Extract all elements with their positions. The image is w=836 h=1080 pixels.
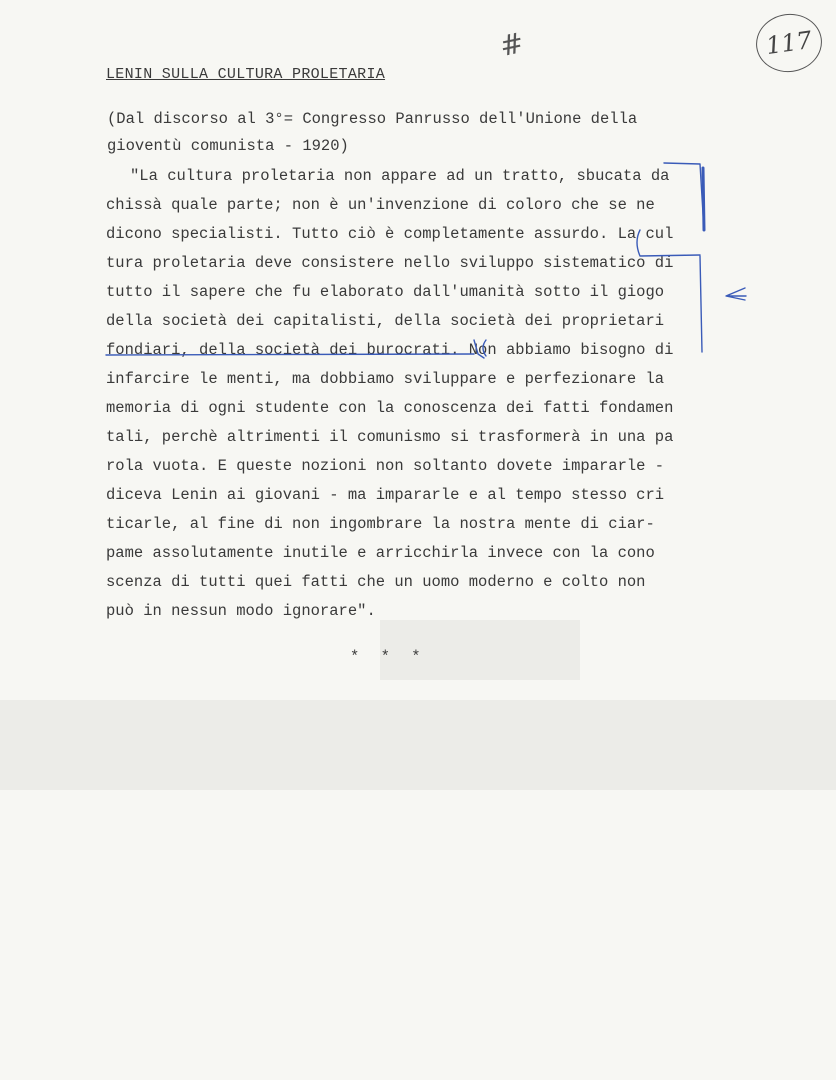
body-line: può in nessun modo ignorare". [106, 602, 376, 620]
page-number-circle [752, 10, 825, 77]
subtitle [107, 106, 707, 160]
body-line: tutto il sapere che fu elaborato dall'umanità sotto il giogo [106, 283, 665, 301]
body-line: infarcire le menti, ma dobbiamo sviluppare e perfezionare la [106, 370, 665, 388]
subtitle-line: gioventù comunista - 1920) [107, 137, 349, 155]
body-line: rola vuota. E queste nozioni non soltanto dovete impararle - [106, 457, 665, 475]
handwritten-hash-mark: # [496, 25, 527, 64]
body-line: "La cultura proletaria non appare ad un tratto, sbucata da [130, 167, 670, 185]
body-line: ticarle, al fine di non ingombrare la nostra mente di ciar- [106, 515, 655, 533]
body-line: pame assolutamente inutile e arricchirla invece con la cono [106, 544, 655, 562]
body-line: memoria di ogni studente con la conoscenza dei fatti fondamen [106, 399, 674, 417]
body-line: fondiari, della società dei burocrati. Non abbiamo bisogno di [106, 341, 674, 359]
body-line: chissà quale parte; non è un'invenzione di coloro che se ne [106, 196, 655, 214]
body-line: tali, perchè altrimenti il comunismo si trasformerà in una pa [106, 428, 674, 446]
body-text [106, 162, 706, 626]
margin-arrow-icon [726, 288, 746, 300]
body-line: della società dei capitalisti, della società dei proprietari [106, 312, 665, 330]
page-title: LENIN SULLA CULTURA PROLETARIA [106, 66, 386, 83]
body-line: tura proletaria deve consistere nello sviluppo sistematico di [106, 254, 674, 272]
page-number: 117 [764, 25, 814, 61]
body-line: diceva Lenin ai giovani - ma impararle e al tempo stesso cri [106, 486, 665, 504]
body-line: dicono specialisti. Tutto ciò è completamente assurdo. La cul [106, 225, 674, 243]
body-line: scenza di tutti quei fatti che un uomo moderno e colto non [106, 573, 646, 591]
section-separator: * * * [350, 648, 427, 666]
subtitle-line: (Dal discorso al 3°= Congresso Panrusso dell'Unione della [107, 110, 638, 128]
